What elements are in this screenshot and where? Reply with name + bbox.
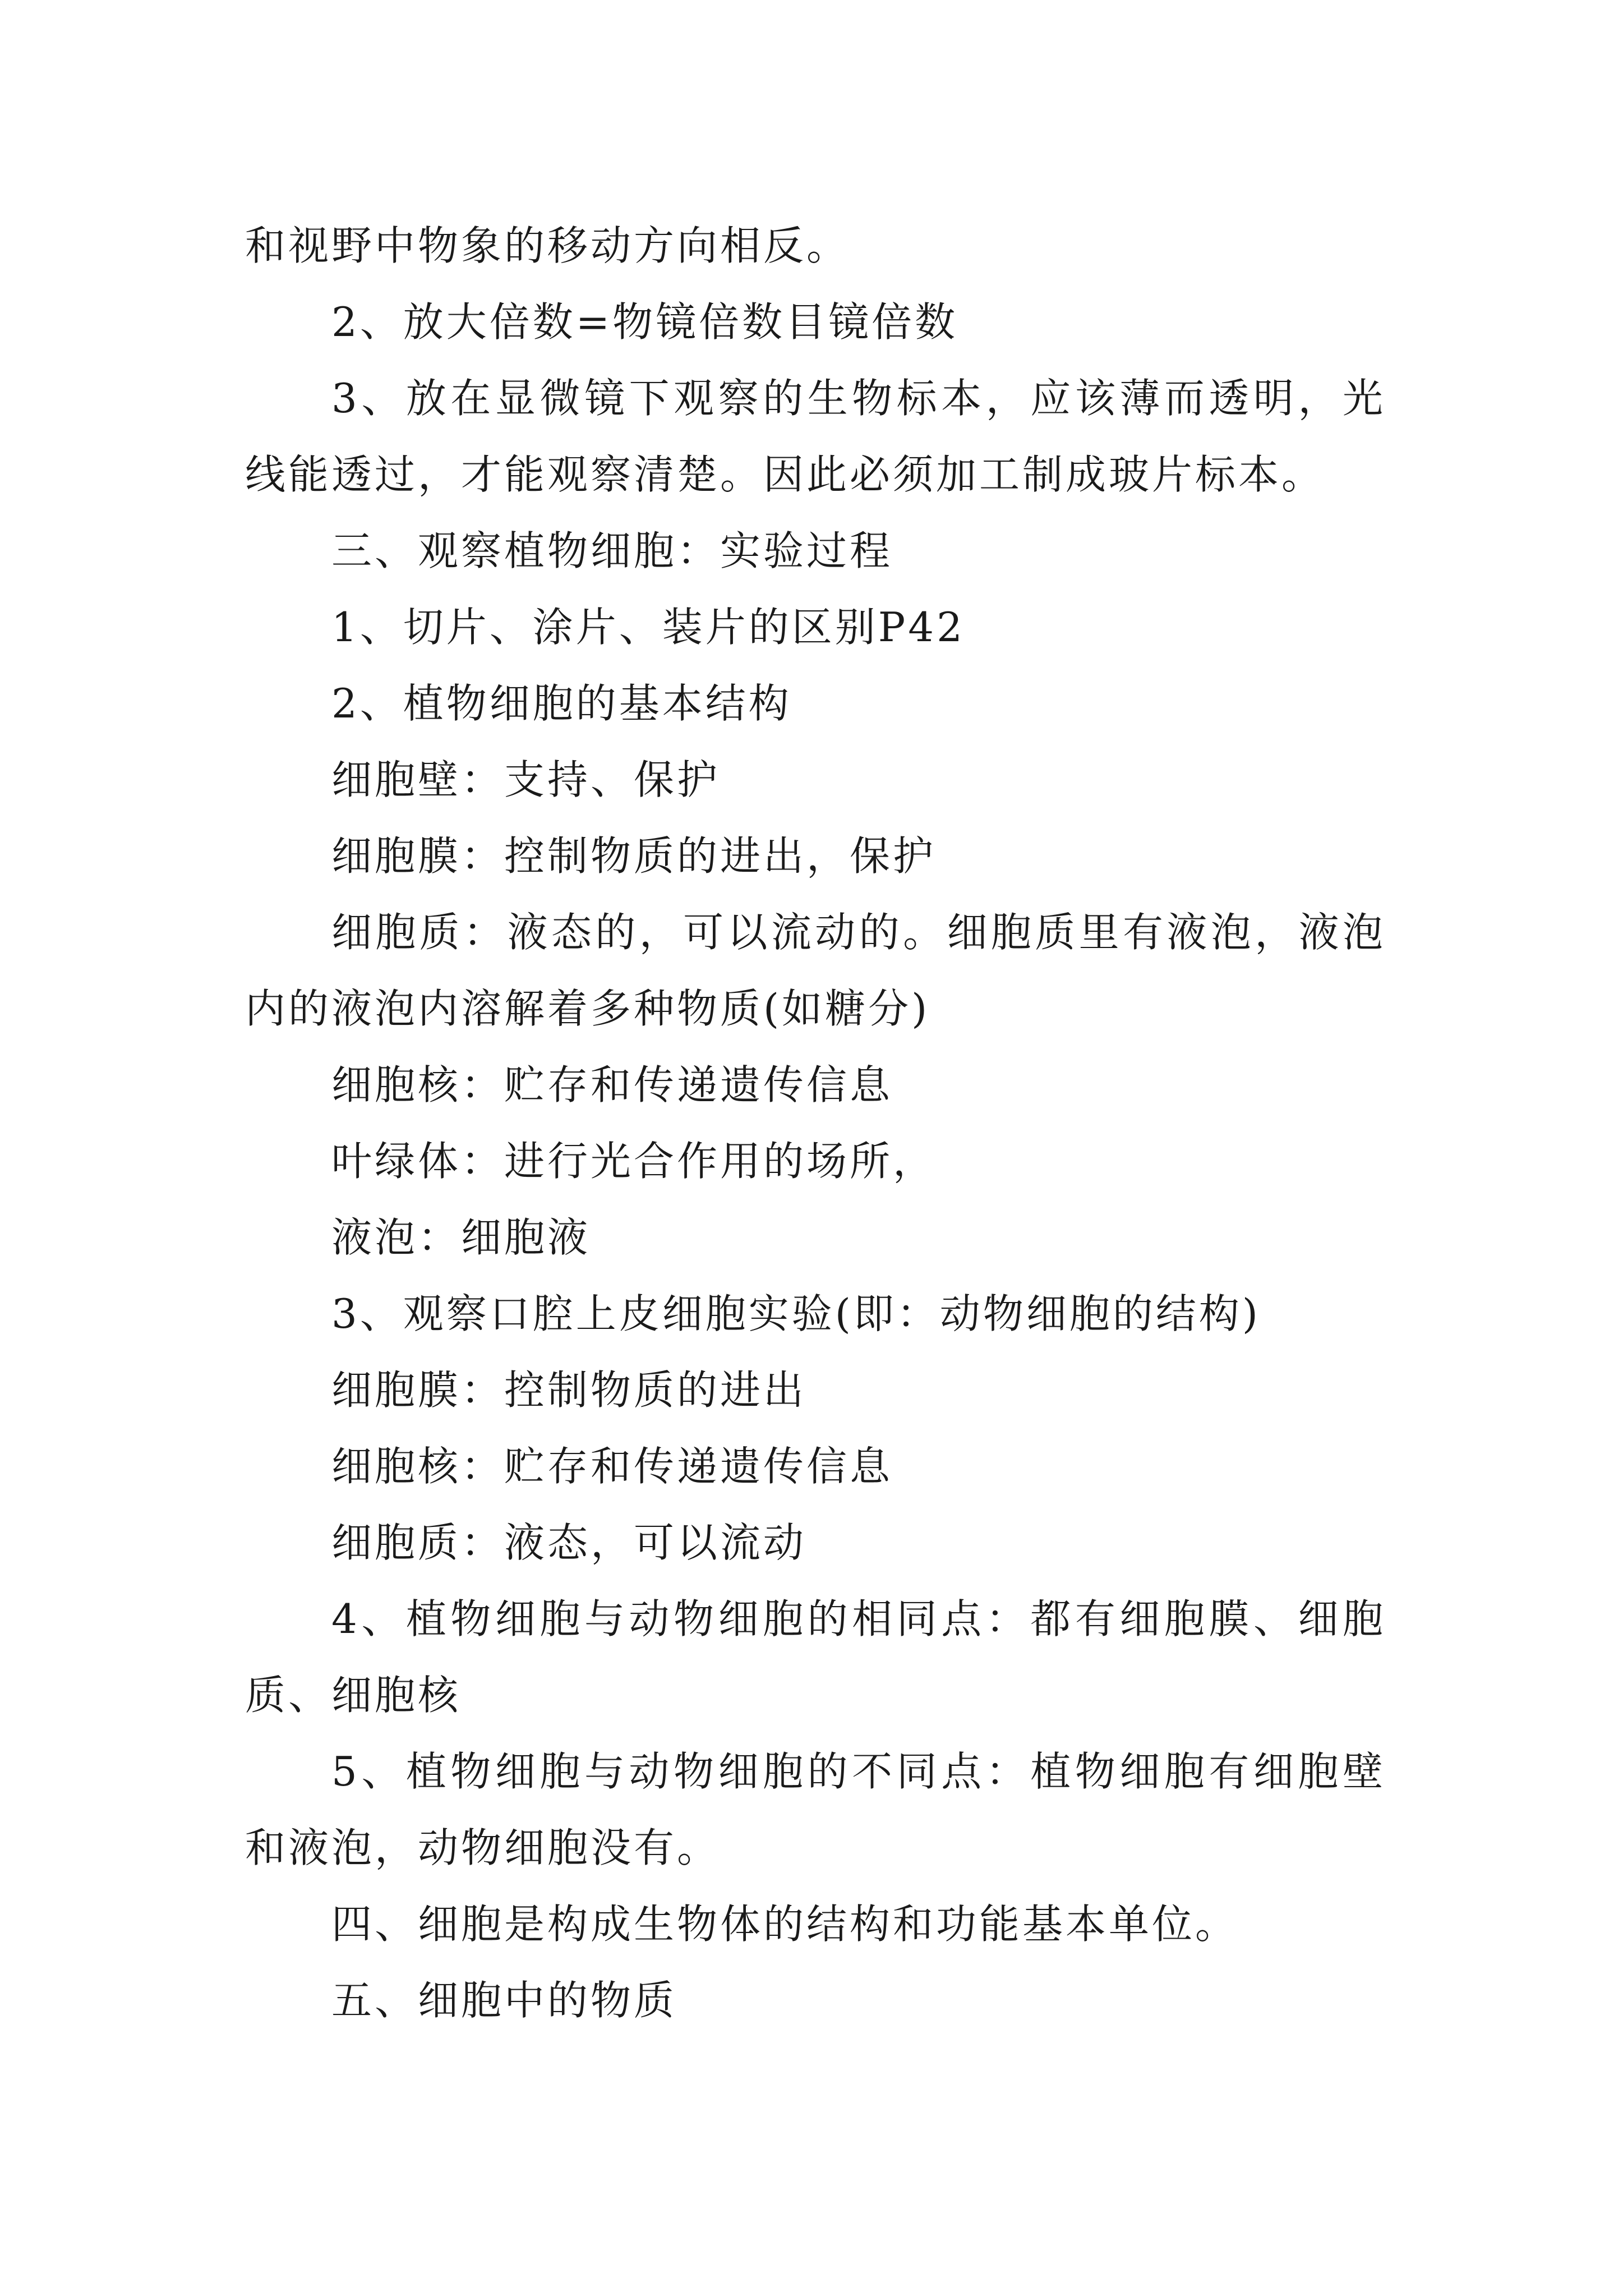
paragraph: 2、放大倍数=物镜倍数目镜倍数 — [331, 298, 958, 346]
paragraph: 细胞膜：控制物质的进出，保护 — [331, 832, 937, 880]
paragraph: 3、放在显微镜下观察的生物标本，应该薄而透明，光线能透过，才能观察清楚。因此必须加工制成玻片标本。 — [245, 375, 1386, 498]
paragraph: 液泡：细胞液 — [331, 1214, 591, 1261]
document-body — [245, 208, 1386, 2039]
paragraph: 5、植物细胞与动物细胞的不同点：植物细胞有细胞壁和液泡，动物细胞没有。 — [245, 1748, 1386, 1871]
paragraph: 1、切片、涂片、装片的区别P42 — [331, 604, 965, 651]
paragraph: 4、植物细胞与动物细胞的相同点：都有细胞膜、细胞质、细胞核 — [245, 1595, 1386, 1719]
paragraph: 细胞质：液态，可以流动 — [331, 1519, 807, 1566]
paragraph: 叶绿体：进行光合作用的场所， — [331, 1138, 937, 1185]
paragraph: 细胞壁：支持、保护 — [331, 756, 721, 803]
paragraph: 细胞质：液态的，可以流动的。细胞质里有液泡，液泡内的液泡内溶解着多种物质(如糖分) — [245, 909, 1386, 1032]
paragraph: 细胞膜：控制物质的进出 — [331, 1366, 807, 1414]
paragraph: 和视野中物象的移动方向相反。 — [245, 222, 850, 269]
section-heading: 三、观察植物细胞：实验过程 — [331, 527, 893, 574]
paragraph: 3、观察口腔上皮细胞实验(即：动物细胞的结构) — [331, 1290, 1261, 1337]
paragraph: 细胞核：贮存和传递遗传信息 — [331, 1443, 893, 1490]
paragraph: 细胞核：贮存和传递遗传信息 — [331, 1061, 893, 1108]
paragraph: 2、植物细胞的基本结构 — [331, 680, 792, 727]
section-heading: 四、细胞是构成生物体的结构和功能基本单位。 — [331, 1901, 1239, 1948]
section-heading: 五、细胞中的物质 — [331, 1977, 677, 2024]
